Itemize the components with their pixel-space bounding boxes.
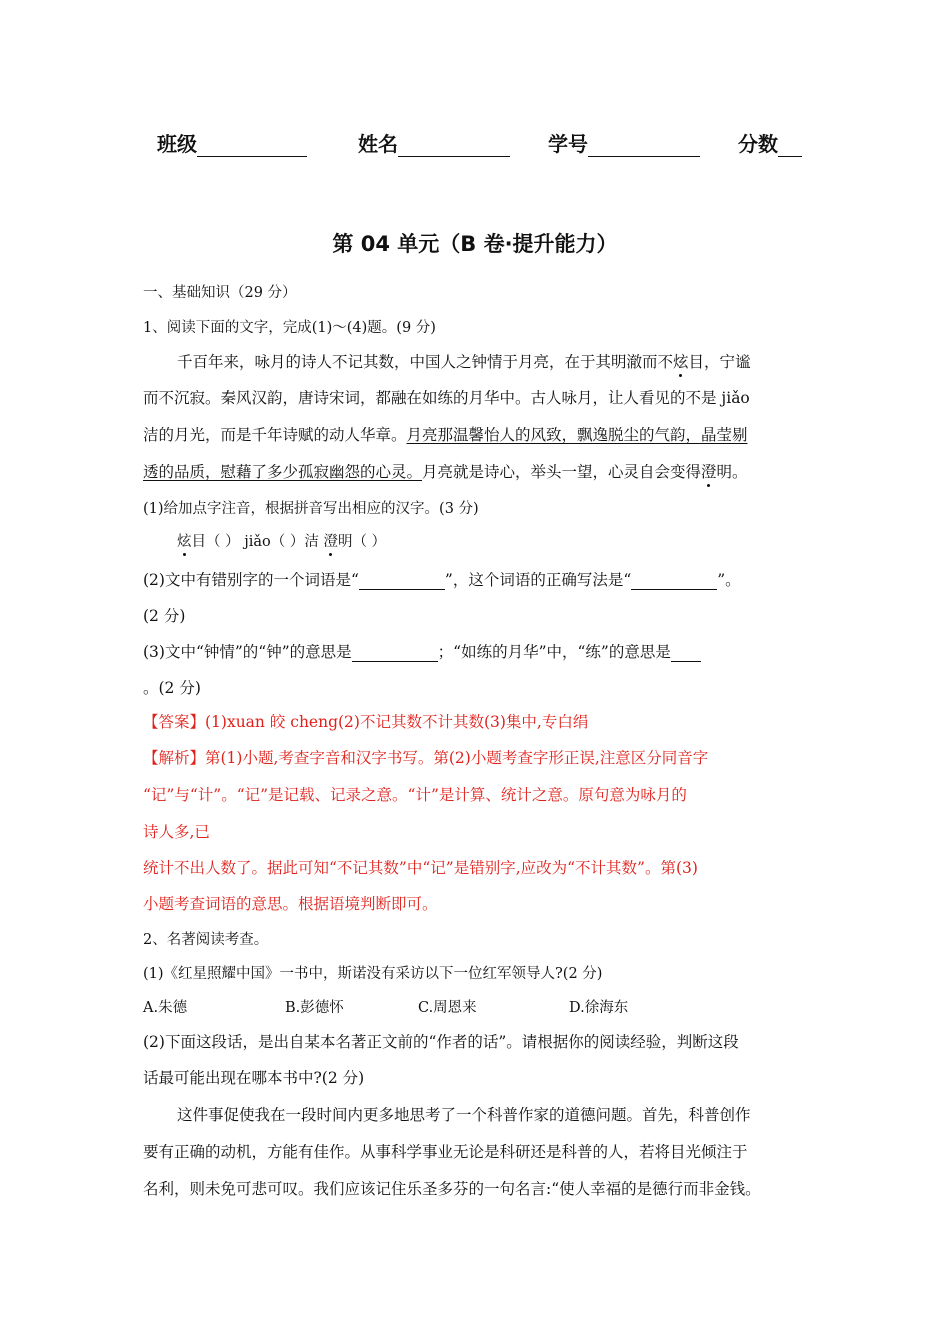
correct-word-blank[interactable] bbox=[631, 573, 717, 590]
sub-question-3-score: 。(2 分) bbox=[143, 679, 201, 697]
q2-sub-question-1: (1)《红星照耀中国》一书中，斯诺没有采访以下一位红军领导人?(2 分) bbox=[143, 966, 603, 982]
zhong-meaning-blank[interactable] bbox=[352, 645, 438, 662]
class-field[interactable]: 班级 bbox=[157, 128, 307, 157]
option-c[interactable]: C.周恩来 bbox=[418, 1000, 477, 1016]
question-2-prompt: 2、名著阅读考查。 bbox=[143, 932, 269, 948]
answer-text: 【答案】(1)xuan 皎 cheng(2)不记其数不计其数(3)集中,专白绢 bbox=[143, 713, 589, 731]
sub-question-3: (3)文中“钟情”的“钟”的意思是 ；“如练的月华”中，“练”的意思是 bbox=[143, 642, 701, 662]
lian-meaning-blank[interactable] bbox=[671, 645, 701, 662]
analysis-line-2: “记”与“计”。“记”是记载、记录之意。“计”是计算、统计之意。原句意为咏月的 bbox=[143, 786, 687, 804]
score-field[interactable]: 分数 bbox=[738, 128, 802, 157]
answer-blank[interactable]: 明（ ） bbox=[337, 534, 387, 550]
q2-sub-question-2-line-1: (2)下面这段话，是出自某本名著正文前的“作者的话”。请根据你的阅读经验，判断这段 bbox=[143, 1033, 739, 1051]
question-1-prompt: 1、阅读下面的文字，完成(1)～(4)题。(9 分) bbox=[143, 320, 436, 336]
sub-question-2: (2)文中有错别字的一个词语是“ ”，这个词语的正确写法是“ ”。 bbox=[143, 571, 741, 589]
name-field[interactable]: 姓名 bbox=[358, 128, 510, 157]
excerpt-line-3: 名利，则未免可悲可叹。我们应该记住乐圣多芬的一句名言:“使人幸福的是德行而非金钱。 bbox=[143, 1180, 761, 1198]
section-heading: 一、基础知识（29 分） bbox=[143, 285, 297, 301]
dotted-char: 澄 bbox=[701, 463, 717, 481]
passage-line-1: 千百年来，咏月的诗人不记其数，中国人之钟情于月亮，在于其明澈而不炫目，宁谧 bbox=[177, 353, 751, 371]
wrong-word-blank[interactable] bbox=[359, 573, 445, 590]
analysis-line-5: 小题考查词语的意思。根据语境判断即可。 bbox=[143, 895, 438, 913]
analysis-line-1: 【解析】第(1)小题,考查字音和汉字书写。第(2)小题考查字形正误,注意区分同音字 bbox=[143, 749, 709, 767]
option-a[interactable]: A.朱德 bbox=[143, 1000, 188, 1016]
analysis-line-3: 诗人多,已 bbox=[143, 823, 210, 841]
analysis-line-4: 统计不出人数了。据此可知“不记其数”中“记”是错别字,应改为“不计其数”。第(3) bbox=[143, 859, 698, 877]
sub-question-2-score: (2 分) bbox=[143, 607, 186, 625]
passage-line-2: 而不沉寂。秦风汉韵，唐诗宋词，都融在如练的月华中。古人咏月，让人看见的不是 jiǎo bbox=[143, 389, 750, 407]
option-d[interactable]: D.徐海东 bbox=[569, 1000, 629, 1016]
q2-sub-question-2-line-2: 话最可能出现在哪本书中?(2 分) bbox=[143, 1069, 365, 1087]
student-id-blank[interactable] bbox=[588, 138, 700, 157]
score-blank[interactable] bbox=[778, 138, 802, 157]
dotted-char: 炫 bbox=[673, 353, 689, 371]
option-b[interactable]: B.彭德怀 bbox=[285, 1000, 344, 1016]
passage-line-3: 洁的月光，而是千年诗赋的动人华章。月亮那温馨怡人的风致，飘逸脱尘的气韵，晶莹剔 bbox=[143, 426, 748, 444]
passage-line-4: 透的品质，慰藉了多少孤寂幽怨的心灵。月亮就是诗心，举头一望，心灵自会变得澄明。 bbox=[143, 463, 748, 481]
underlined-text: 透的品质，慰藉了多少孤寂幽怨的心灵。 bbox=[143, 463, 423, 481]
class-blank[interactable] bbox=[197, 138, 307, 157]
student-id-field[interactable]: 学号 bbox=[548, 128, 700, 157]
name-blank[interactable] bbox=[398, 138, 510, 157]
underlined-text: 月亮那温馨怡人的风致，飘逸脱尘的气韵，晶莹剔 bbox=[406, 426, 748, 444]
sub-question-1-blanks: 炫目（ ） jiǎo（ ）洁 澄明（ ） bbox=[177, 534, 387, 550]
sub-question-1: (1)给加点字注音，根据拼音写出相应的汉字。(3 分) bbox=[143, 501, 479, 517]
excerpt-line-2: 要有正确的动机，方能有佳作。从事科学事业无论是科研还是科普的人，若将目光倾注于 bbox=[143, 1143, 748, 1161]
answer-blank-group[interactable]: 目（ ） jiǎo（ ）洁 bbox=[191, 534, 324, 550]
unit-title: 第 04 单元（B 卷·提升能力） bbox=[332, 232, 618, 256]
excerpt-line-1: 这件事促使我在一段时间内更多地思考了一个科普作家的道德问题。首先，科普创作 bbox=[177, 1106, 751, 1124]
